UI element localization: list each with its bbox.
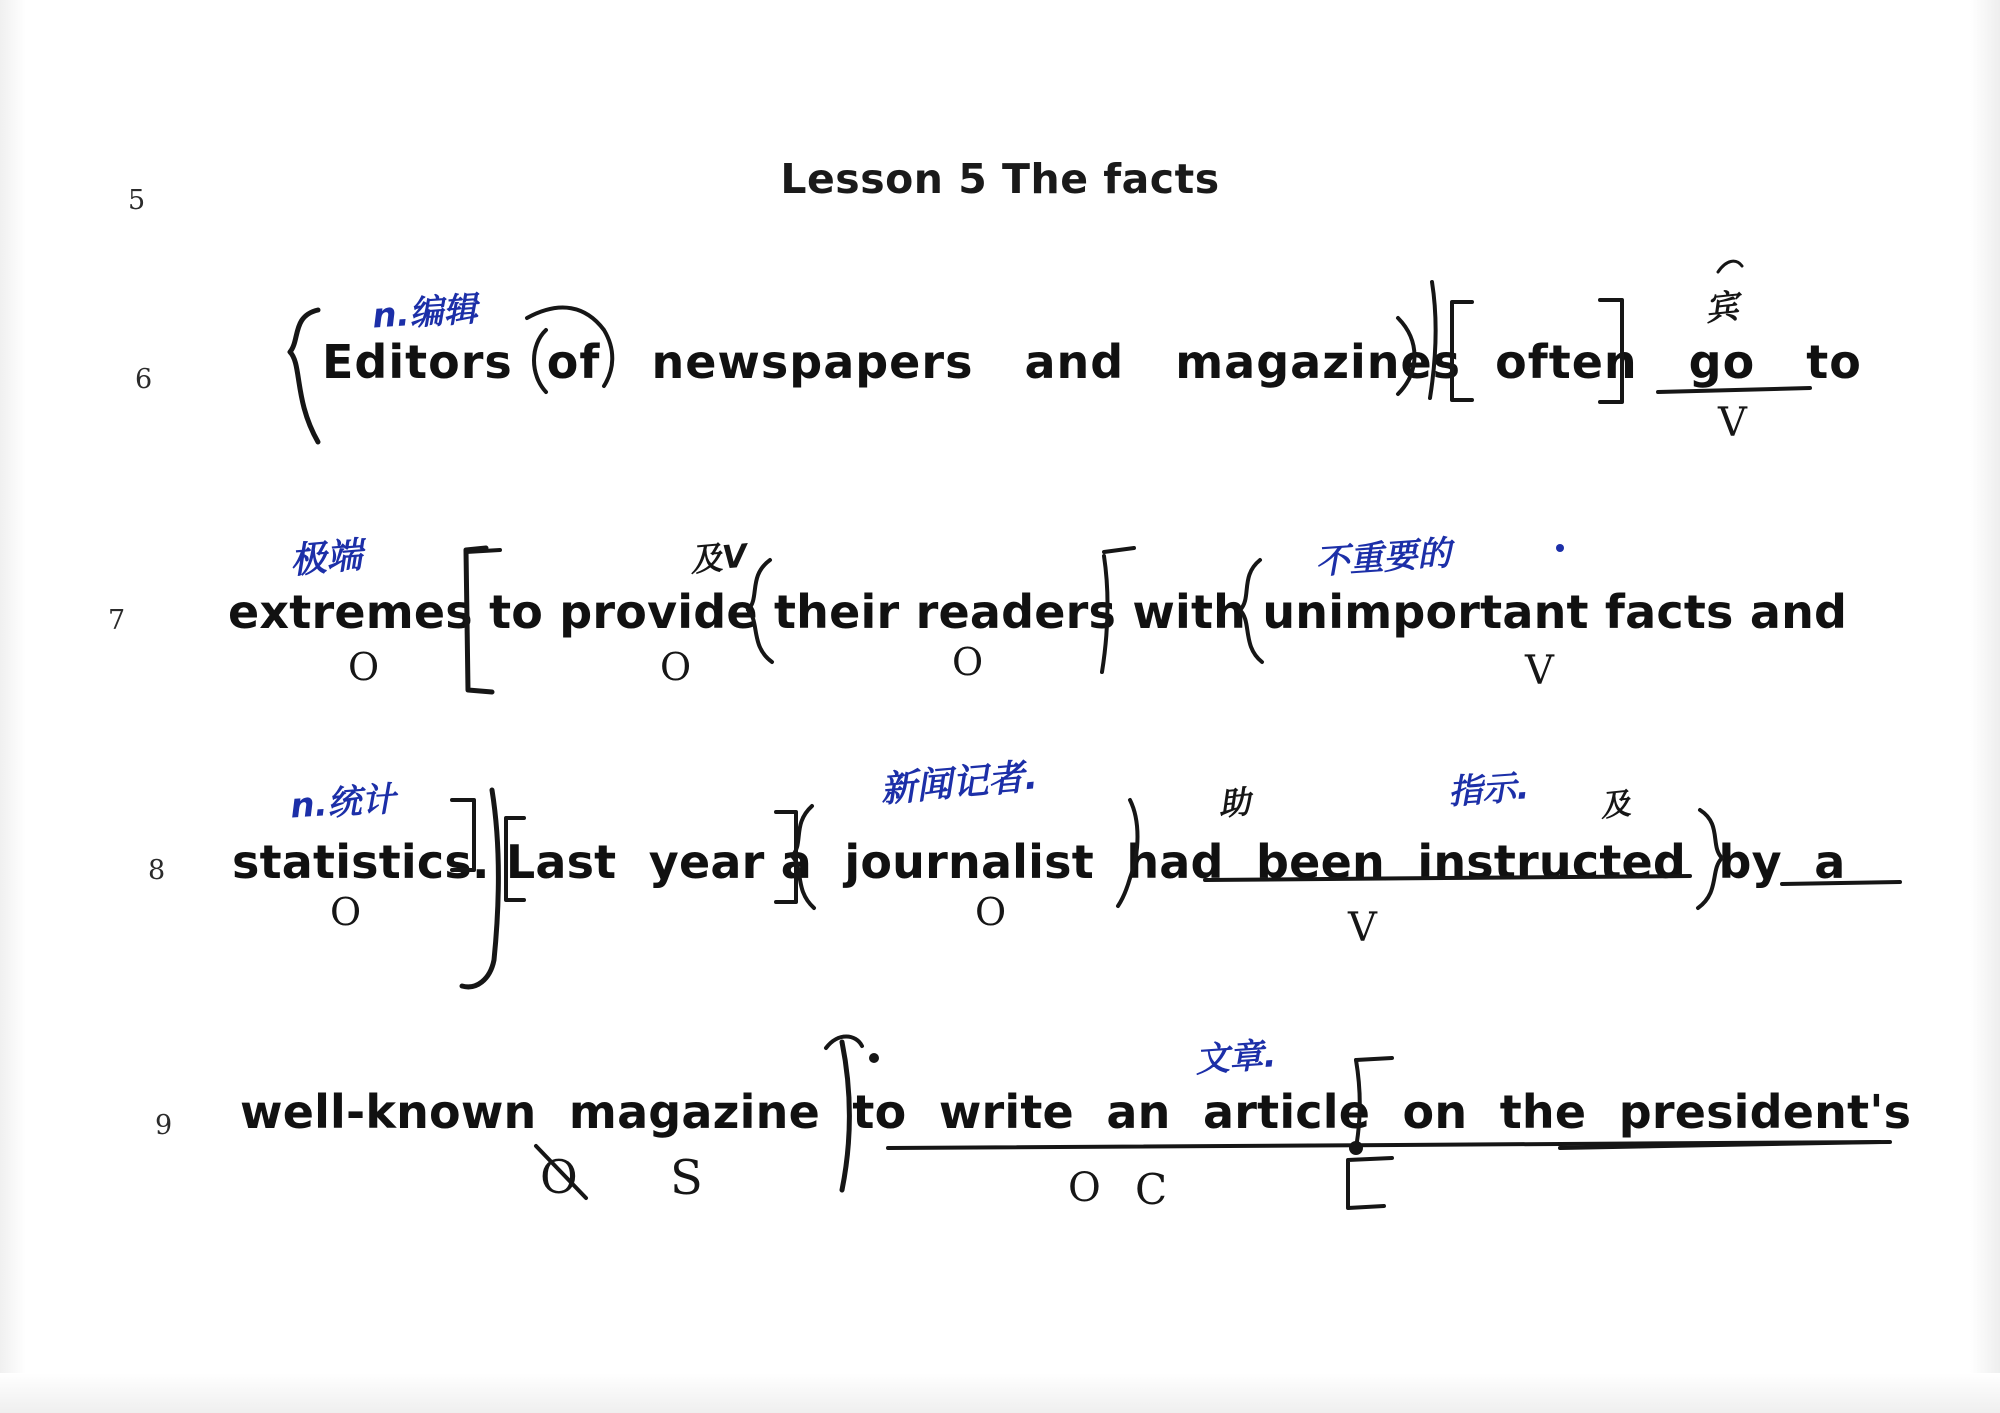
annotation-journalist-gloss: 新闻记者. — [878, 756, 1040, 811]
annotation-provide-gloss: 及V — [688, 536, 749, 580]
annotation-editors-gloss: n.编辑 — [370, 289, 479, 337]
marker-o-provide: O — [660, 645, 692, 689]
marker-o-extremes: O — [348, 645, 380, 689]
line-number-5: 5 — [128, 185, 146, 216]
line-number-7: 7 — [108, 605, 126, 636]
annotation-instructed-transitive-gloss: 及 — [1598, 786, 1633, 825]
marker-v-go: V — [1718, 400, 1747, 446]
marker-s-magazine: S — [670, 1150, 703, 1206]
marker-o-wellknown: O — [540, 1150, 578, 1204]
line-number-9: 9 — [155, 1110, 173, 1141]
text-line-6: Editors of newspapers and magazines often go to — [322, 335, 1862, 389]
annotation-extremes-gloss: 极端 — [288, 534, 364, 583]
text-line-9: well-known magazine to write an article on the president's — [240, 1085, 1912, 1139]
annotation-go-object-gloss: 宾 — [1703, 286, 1741, 329]
marker-v-been: V — [1348, 905, 1377, 951]
marker-o-journalist: O — [975, 890, 1007, 934]
marker-o-readers: O — [952, 640, 984, 684]
marker-c-article: C — [1135, 1165, 1168, 1214]
page-edge-left-shadow — [0, 0, 26, 1413]
page-edge-right-shadow — [1970, 0, 2000, 1413]
line-number-8: 8 — [148, 855, 166, 886]
marker-o-statistics: O — [330, 890, 362, 934]
annotation-statistics-gloss: n.统计 — [288, 779, 397, 827]
line-number-6: 6 — [135, 364, 153, 395]
page-edge-bottom-shadow — [0, 1373, 2000, 1413]
marker-o-write: O — [1068, 1165, 1101, 1211]
annotation-had-gloss: 助 — [1216, 782, 1253, 824]
text-line-8: statistics. Last year a journalist had been instructed by a — [232, 835, 1846, 889]
annotation-article-gloss: 文章. — [1193, 1035, 1278, 1081]
page-title: Lesson 5 The facts — [780, 155, 1220, 203]
marker-v-unimportant: V — [1525, 648, 1554, 694]
text-line-7: extremes to provide their readers with unimportant facts and — [228, 585, 1848, 639]
annotation-instructed-gloss: 指示. — [1446, 767, 1531, 813]
annotation-unimportant-gloss: 不重要的 — [1314, 533, 1453, 583]
